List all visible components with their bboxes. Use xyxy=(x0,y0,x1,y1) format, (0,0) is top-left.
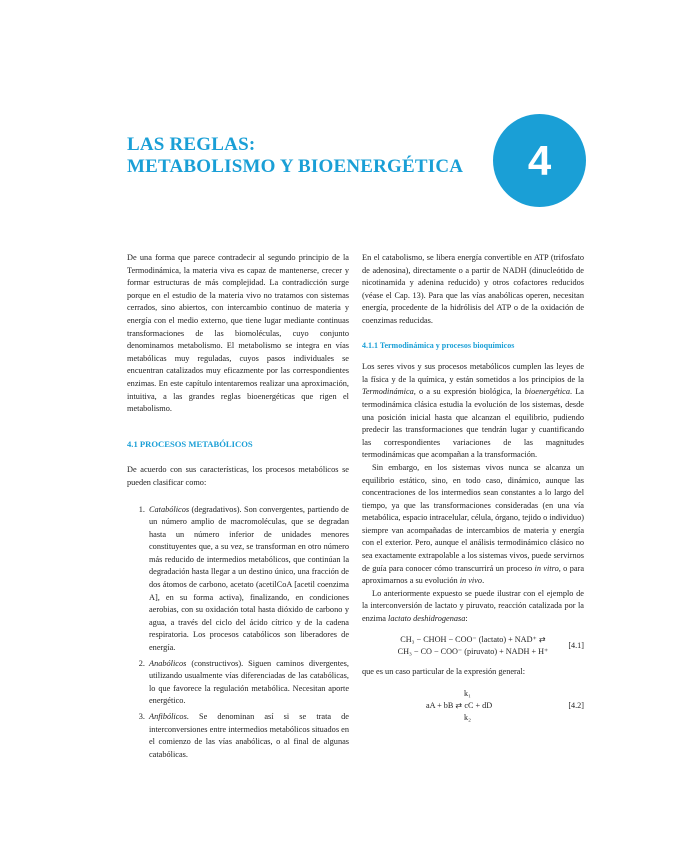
equation-4-2 xyxy=(362,688,584,728)
right-column xyxy=(362,252,584,728)
section-heading: 4.1 PROCESOS METABÓLICOS xyxy=(127,438,253,449)
list-item-term: Anfibólicos xyxy=(149,712,187,721)
equation-number: [4.2] xyxy=(568,701,584,711)
chapter-title-line1: LAS REGLAS: xyxy=(127,134,256,155)
left-column xyxy=(127,252,349,764)
list-item xyxy=(147,504,349,655)
process-list xyxy=(127,504,349,762)
rate-constant-k2: k₂ xyxy=(464,713,471,723)
chapter-title xyxy=(127,134,463,178)
chapter-number-badge: 4 xyxy=(493,114,586,207)
list-item-term: Anabólicos xyxy=(149,658,187,668)
list-item-text: . Se denominan así si se trata de interconversiones entre intermedios metabólicos situados en el comienzo de las vías anabólicas, o al final de algunas catabólicas. xyxy=(149,712,349,759)
equilibrium-paragraph: Sin embargo, en los sistemas vivos nunca se alcanza un equilibrio estático, sino, en todo caso, dinámico, aunque las concentraciones de los intermedios sean constantes a lo largo del tiempo, ya que las transformaciones consideradas (en una vía metabólica, espacio intracelular, célula, órgano, tejido o individuo) siempre van acompañadas de intercambios de materia y energía con el exterior. Pero, aunque el análisis termodinámico clásico no sea exactamente extrapolable a los sistemas vivos, puede servirnos de guía para conocer cómo transcurrirá un proceso in vitro, o para aproximarnos a su evolución in vivo. xyxy=(362,462,584,586)
list-item-term: Catabólicos xyxy=(149,504,190,514)
example-paragraph: Lo anteriormente expuesto se puede ilustrar con el ejemplo de la interconversión de lactato y piruvato, reacción catalizada por la enzima lactato deshidrogenasa: xyxy=(362,588,584,624)
catabolism-paragraph: En el catabolismo, se libera energía convertible en ATP (trifosfato de adenosina), directamente o a partir de NADH (dinucleótido de nicotinamida y adenina reducido) y otros cofactores reducidos (véase el Cap. 13). Para que las vías anabólicas operen, necesitan energía, procedente de la hidrólisis del ATP o de la oxidación de coenzimas reducidas. xyxy=(362,253,584,325)
intro-paragraph: De una forma que parece contradecir al segundo principio de la Termodinámica, la materia viva es capaz de mantenerse, crecer y formar estructuras de más complejidad. La contradicción surge porque en el estudio de la materia vivo no tratamos con sistemas cerrados, sino abiertos, con intercambio continuo de materia y energía con el medio externo, que tiene lugar mediante continuas transformaciones de las biomoléculas, cuyo conjunto denominamos metabolismo. El metabolismo se integra en vías metabólicas muy reguladas, cuyos pasos individuales se encuentran catalizados muy eficazmente por las correspondientes enzimas. En este capítulo intentaremos realizar una aproximación, intuitiva, a las grandes reglas bioenergéticas que rigen el metabolismo. xyxy=(127,253,349,414)
section-intro: De acuerdo con sus características, los procesos metabólicos se pueden clasificar como: xyxy=(127,465,349,487)
thermodynamics-paragraph: Los seres vivos y sus procesos metabólicos cumplen las leyes de la física y de la química, y están sometidos a los principios de la Termodinámica, o a su expresión biológica, la bioenergética. La termodinámica clásica estudia la evolución de los sistemas, desde una posición inicial hasta que alcanzan el equilibrio, pudiendo predecir las transformaciones que tendrán lugar y cuantificando las correspondientes variaciones de las magnitudes termodinámicas que acompañan a la transformación. xyxy=(362,362,584,460)
subsection-heading: 4.1.1 Termodinámica y procesos bioquímicos xyxy=(362,340,515,350)
list-item xyxy=(147,658,349,708)
list-item xyxy=(147,711,349,761)
equation-line: CH₃ − CO − COO⁻ (piruvato) + NADH + H⁺ xyxy=(397,646,549,656)
rate-constant-k1: k₁ xyxy=(464,689,471,699)
equation-number: [4.1] xyxy=(568,640,584,650)
list-item-text: (degradativos). Son convergentes, partiendo de un número amplio de macromoléculas, que se degradan hasta un número inferior de unidades menores constituyentes que, a su vez, se transforman en otro número más reducido de intermedios metabólicos, que continúan la degradación hasta llegar a un destino único, una fracción de dos átomos de carbono, acetato (acetilCoA [acetil coenzima A], en su forma activa), finalizando, en condiciones aerobias, con su oxidación total hasta dióxido de carbono y agua, a través del ciclo del ácido cítrico y de la cadena respiratoria. Los procesos catabólicos son liberadores de energía. xyxy=(149,504,349,653)
equation-main: aA + bB ⇄ cC + dD xyxy=(426,701,493,711)
list-item-text: (constructivos). Siguen caminos divergentes, utilizando usualmente vías diferenciadas de las catabólicas, lo que favorece la regulación metabólica. Necesitan aporte energético. xyxy=(149,658,349,706)
equation-line: CH₃ − CHOH − COO⁻ (lactato) + NAD⁺ ⇄ xyxy=(400,634,546,644)
equation-4-1 xyxy=(362,634,584,658)
chapter-title-line2: METABOLISMO Y BIOENERGÉTICA xyxy=(127,156,464,177)
general-expression-paragraph: que es un caso particular de la expresión general: xyxy=(362,666,526,676)
